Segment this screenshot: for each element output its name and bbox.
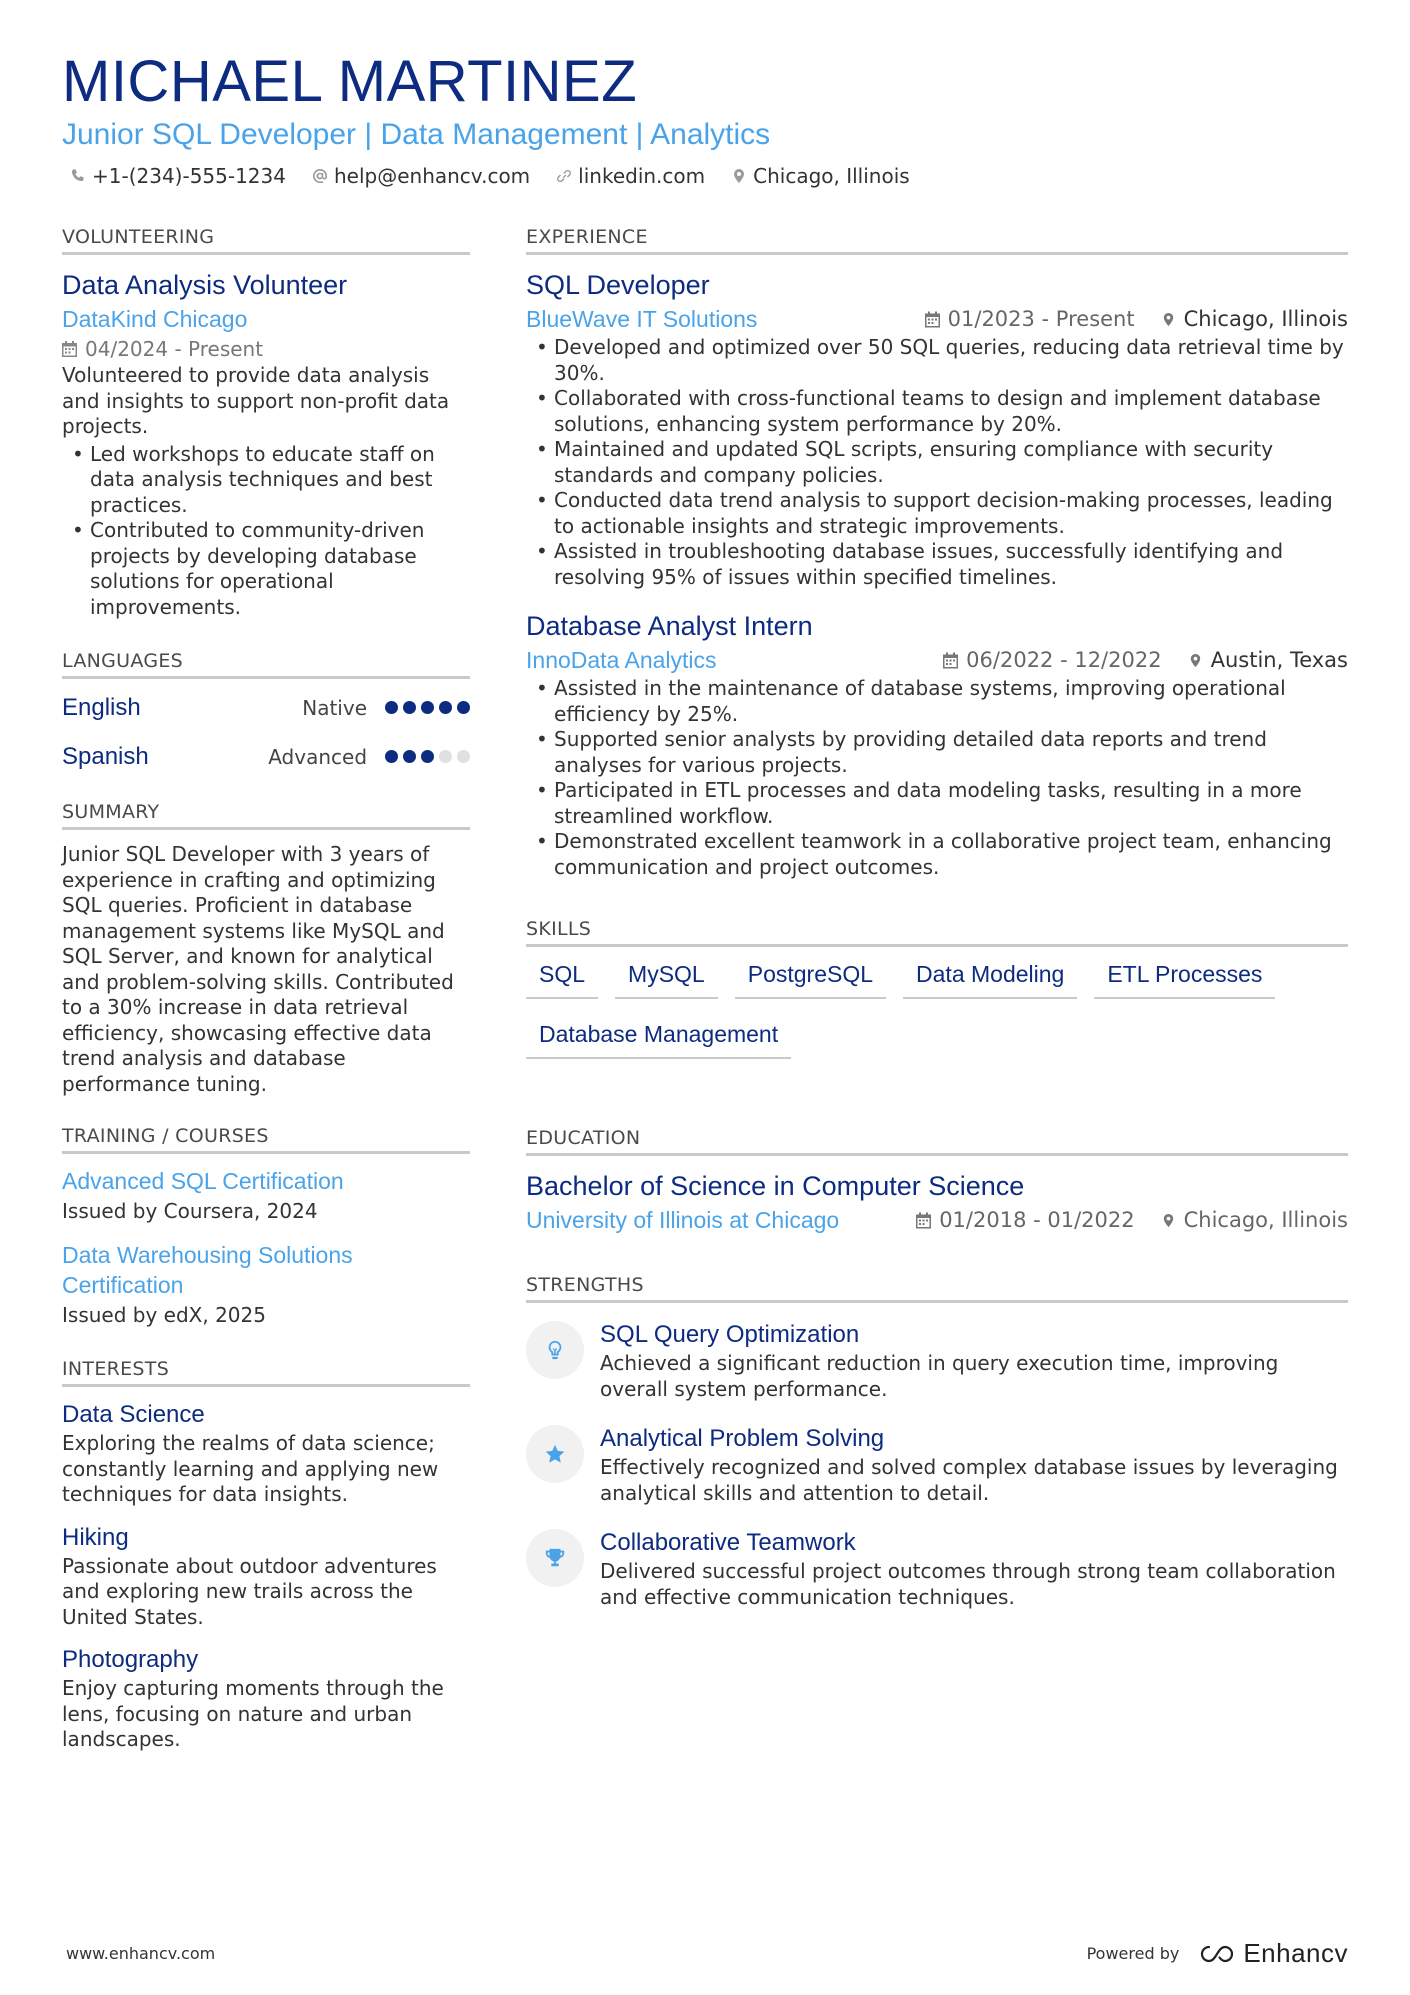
skills-heading: SKILLS [526,918,1348,947]
degree: Bachelor of Science in Computer Science [526,1171,1025,1201]
proficiency-dot-empty [439,750,452,763]
job-location [1188,648,1348,672]
contact-phone[interactable] [70,164,286,188]
contact-email[interactable] [312,164,530,188]
calendar-icon [62,341,77,357]
interest-text: Passionate about outdoor adventures and exploring new trails across the United States. [62,1553,437,1629]
education-meta [916,1208,1348,1232]
course-name: Data Warehousing Solutions Certification [62,1242,353,1298]
language-spanish [62,732,470,781]
skill-tag: SQL [526,955,598,999]
strength-title: SQL Query Optimization [600,1321,860,1348]
strength-text: Achieved a significant reduction in query execution time, improving overall system performance. [600,1351,1279,1401]
skill-tag: ETL Processes [1094,955,1275,999]
volunteer-description: Volunteered to provide data analysis and insights to support non-profit data projects. [62,363,450,438]
education-location [1161,1208,1348,1232]
education-date [916,1208,1134,1232]
experience-section [526,226,1348,880]
education-date-text: 01/2018 - 01/2022 [939,1208,1135,1232]
bullet-item: • Assisted in the maintenance of database systems, improving operational efficiency by 25%. [528,676,1348,727]
skills-section [526,918,1348,1075]
strength-content [600,1423,1348,1506]
strength-content [600,1527,1348,1610]
strength-item [526,1319,1348,1402]
education-section [526,1127,1348,1236]
skill-tag: MySQL [615,955,718,999]
lightbulb-icon [544,1339,566,1361]
language-level-group [302,696,470,720]
proficiency-dot-filled [385,750,398,763]
bullet-item: • Conducted data trend analysis to support decision-making processes, leading to actionable insights and strategic improvements. [528,488,1348,539]
job-date-text: 01/2023 - Present [947,307,1135,331]
language-level: Advanced [268,744,368,769]
job-location-text: Austin, Texas [1210,648,1348,672]
calendar-icon [916,1212,931,1229]
trophy-icon [544,1547,566,1569]
proficiency-dot-filled [421,701,434,714]
experience-heading: EXPERIENCE [526,226,1348,255]
bullet-item: • Supported senior analysts by providing detailed data reports and trend analyses for various projects. [528,727,1348,778]
training-section [62,1125,470,1330]
education-heading: EDUCATION [526,1127,1348,1156]
course-issuer: Issued by edX, 2025 [62,1303,266,1327]
calendar-icon [925,311,940,328]
strength-text: Effectively recognized and solved complex database issues by leveraging analytical skills and attention to detail. [600,1455,1338,1505]
job-date [925,307,1135,331]
linkedin-text: linkedin.com [578,164,706,188]
headline: Junior SQL Developer | Data Management | Analytics [62,118,771,151]
proficiency-dot-filled [421,750,434,763]
footer-url[interactable]: www.enhancv.com [66,1944,216,1963]
job-org-line [526,644,1348,676]
skills-tags [526,955,1348,1075]
volunteer-date-text: 04/2024 - Present [85,337,264,361]
bullet-item: • Maintained and updated SQL scripts, ensuring compliance with security standards and company policies. [528,437,1348,488]
summary-text: Junior SQL Developer with 3 years of experience in crafting and optimizing SQL queries. Proficient in database management systems like MySQL and SQL Server, and known for analytical and problem-solving skills. Contributed to a 30% increase in data retrieval efficiency, showcasing effective data trend analysis and database performance tuning. [62,842,454,1096]
email-text: help@enhancv.com [333,164,531,188]
volunteer-bullets [64,442,470,621]
interests-heading: INTERESTS [62,1358,470,1387]
resume-header [62,50,1348,188]
job-location [1161,307,1348,331]
map-pin-icon [1161,1212,1176,1229]
job-title: SQL Developer [526,270,710,300]
volunteering-heading: VOLUNTEERING [62,226,470,255]
job-meta [925,307,1348,331]
school-name: University of Illinois at Chicago [526,1207,840,1233]
languages-heading: LANGUAGES [62,650,470,679]
strength-icon-badge [526,1321,584,1379]
summary-heading: SUMMARY [62,801,470,830]
left-column [62,226,470,1753]
powered-by [1087,1938,1348,1969]
volunteer-role: Data Analysis Volunteer [62,270,348,300]
contact-linkedin[interactable] [556,164,705,188]
languages-section [62,650,470,781]
volunteer-date [62,335,470,363]
enhancv-logo-icon [1199,1944,1235,1964]
calendar-icon [943,652,958,669]
phone-icon [70,168,86,184]
summary-section [62,801,470,1097]
interests-section [62,1358,470,1753]
job-entry [526,608,1348,880]
location-text: Chicago, Illinois [753,164,910,188]
strength-item [526,1527,1348,1610]
strength-item [526,1423,1348,1506]
job-title: Database Analyst Intern [526,611,813,641]
job-location-text: Chicago, Illinois [1183,307,1348,331]
interest-text: Exploring the realms of data science; constantly learning and applying new techniques for data insights. [62,1431,439,1506]
at-icon [312,168,328,184]
education-org-line [526,1204,1348,1236]
strengths-section [526,1274,1348,1610]
strength-text: Delivered successful project outcomes through strong team collaboration and effective communication techniques. [600,1559,1336,1609]
proficiency-dot-filled [403,750,416,763]
bullet-item: • Developed and optimized over 50 SQL queries, reducing data retrieval time by 30%. [528,335,1348,386]
volunteer-org: DataKind Chicago [62,306,248,332]
company-name: BlueWave IT Solutions [526,306,758,332]
course-issuer: Issued by Coursera, 2024 [62,1199,318,1223]
interest-name: Hiking [62,1523,129,1551]
job-entry [526,267,1348,590]
proficiency-dots [385,701,470,714]
proficiency-dot-filled [439,701,452,714]
page-footer [66,1938,1348,1969]
map-pin-icon [731,168,747,184]
company-name: InnoData Analytics [526,647,717,673]
right-column [526,226,1348,1753]
strength-title: Analytical Problem Solving [600,1425,885,1452]
language-level-group [268,745,470,769]
skill-tag: PostgreSQL [735,955,886,999]
strength-icon-badge [526,1425,584,1483]
strengths-heading: STRENGTHS [526,1274,1348,1303]
phone-text: +1-(234)-555-1234 [92,164,286,188]
bullet-item: • Demonstrated excellent teamwork in a collaborative project team, enhancing communication and project outcomes. [528,829,1348,880]
language-name: Spanish [62,742,149,770]
map-pin-icon [1161,311,1176,328]
interest-name: Photography [62,1646,199,1673]
bullet-item: • Participated in ETL processes and data modeling tasks, resulting in a more streamlined workflow. [528,778,1348,829]
proficiency-dot-filled [385,701,398,714]
strength-content [600,1319,1348,1402]
contact-bar [62,164,1348,188]
interest-name: Data Science [62,1401,205,1428]
proficiency-dot-filled [403,701,416,714]
enhancv-logo[interactable] [1199,1938,1348,1969]
bullet-item: • Contributed to community-driven projects by developing database solutions for operational improvements. [64,518,470,620]
language-english [62,683,470,732]
job-meta [943,648,1348,672]
education-location-text: Chicago, Illinois [1183,1208,1348,1232]
strength-title: Collaborative Teamwork [600,1529,856,1556]
training-heading: TRAINING / COURSES [62,1125,470,1154]
proficiency-dot-empty [457,750,470,763]
candidate-name: MICHAEL MARTINEZ [62,49,638,114]
job-bullets [528,335,1348,590]
map-pin-icon [1188,652,1203,669]
job-bullets [528,676,1348,880]
course-name: Advanced SQL Certification [62,1168,344,1194]
two-column-body [62,226,1348,1753]
skill-tag: Database Management [526,1015,791,1059]
language-level: Native [302,695,368,720]
job-org-line [526,303,1348,335]
brand-name: Enhancv [1243,1938,1348,1968]
star-icon [544,1443,566,1465]
powered-by-label: Powered by [1086,1944,1180,1963]
proficiency-dot-filled [457,701,470,714]
bullet-item: • Led workshops to educate staff on data analysis techniques and best practices. [64,442,470,519]
bullet-item: • Collaborated with cross-functional teams to design and implement database solutions, enhancing system performance by 20%. [528,386,1348,437]
job-date [943,648,1161,672]
strength-icon-badge [526,1529,584,1587]
proficiency-dots [385,750,470,763]
volunteering-section [62,226,470,620]
bullet-item: • Assisted in troubleshooting database issues, successfully identifying and resolving 95% of issues within specified timelines. [528,539,1348,590]
language-name: English [62,693,141,721]
interest-text: Enjoy capturing moments through the lens, focusing on nature and urban landscapes. [62,1676,444,1751]
contact-location [731,164,910,188]
link-icon [556,168,572,184]
job-date-text: 06/2022 - 12/2022 [966,648,1162,672]
skill-tag: Data Modeling [903,955,1077,999]
